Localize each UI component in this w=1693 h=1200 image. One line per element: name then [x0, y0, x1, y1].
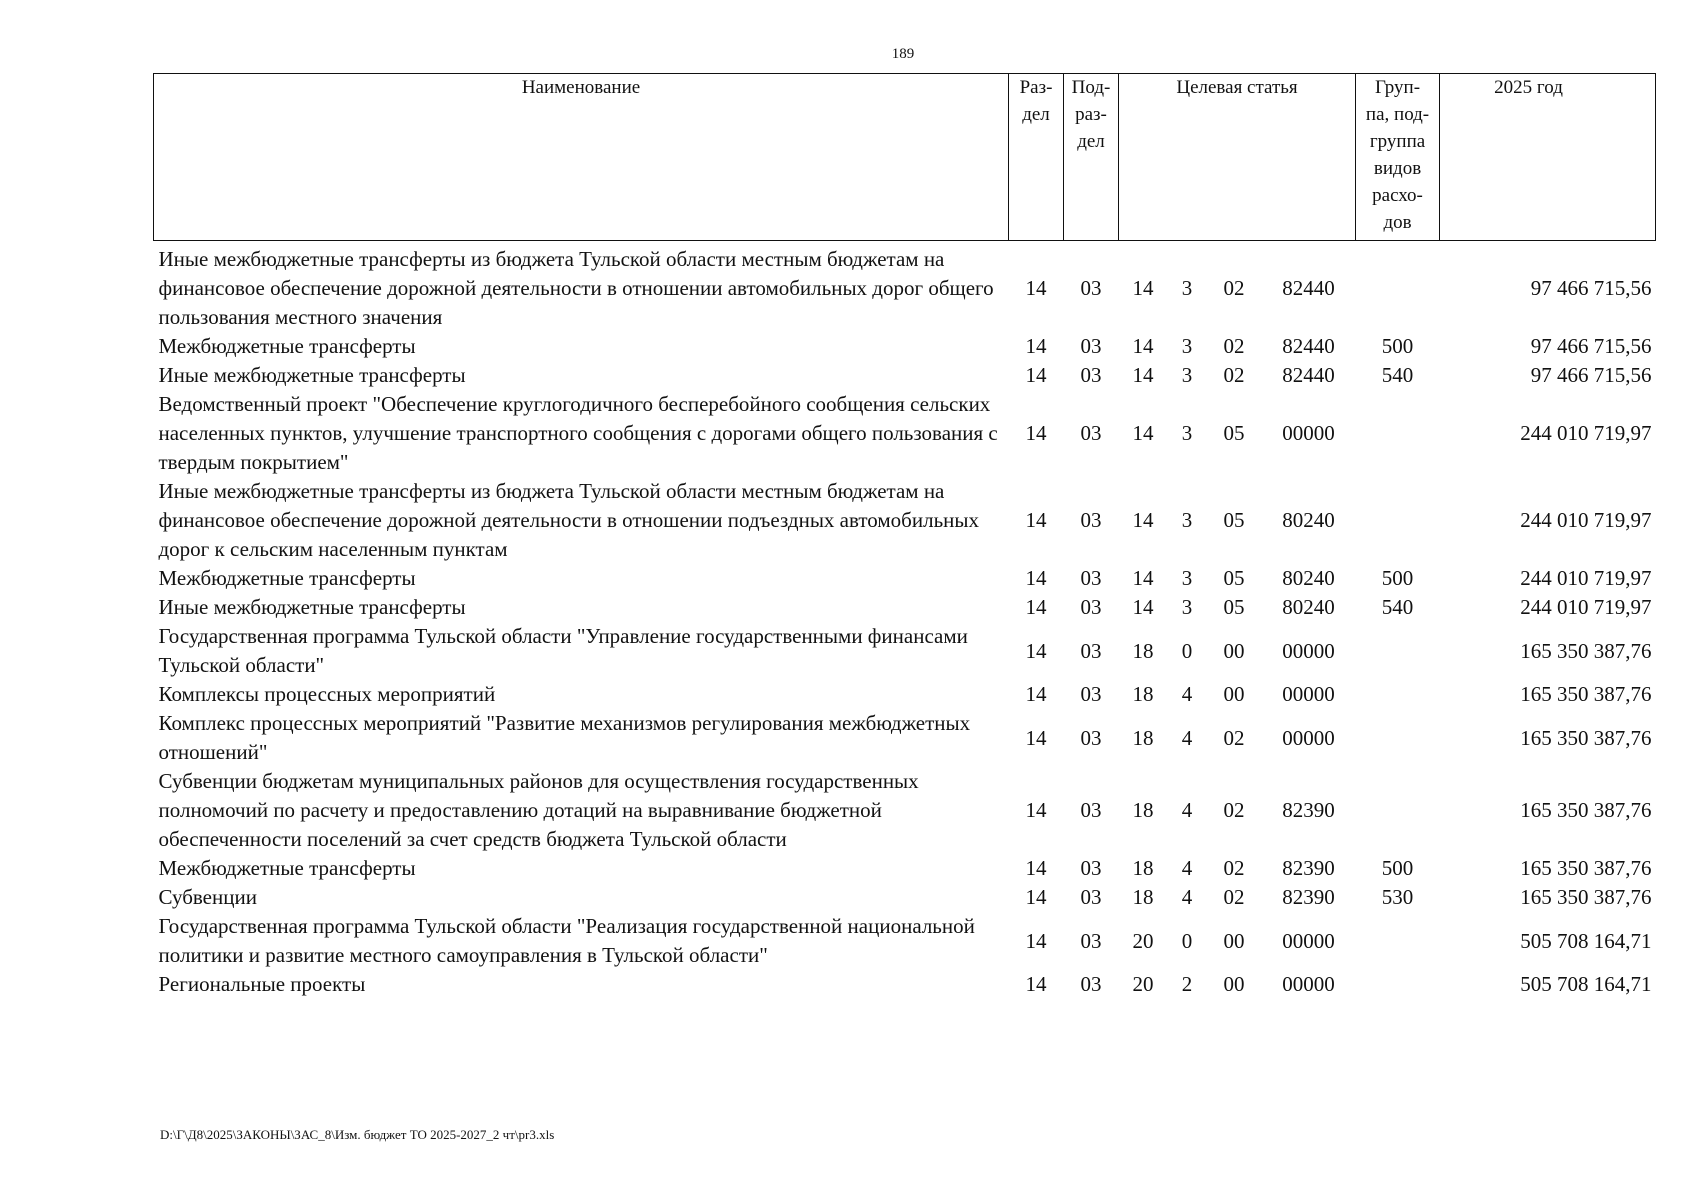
footer-file-path: D:\Г\Д8\2025\ЗАКОНЫ\ЗАС_8\Изм. бюджет ТО 2025-2027_2 чт\pr3.xls	[160, 1127, 555, 1142]
row-podrazdel: 03	[1080, 508, 1102, 532]
header-target	[1119, 74, 1356, 241]
row-target-direction: 82390	[1282, 856, 1335, 880]
row-name: Межбюджетные трансферты	[158, 566, 416, 590]
row-amount: 165 350 387,76	[1520, 798, 1652, 822]
table-header	[154, 74, 1656, 241]
row-target-structure: 00	[1223, 928, 1245, 953]
row-target-structure: 05	[1223, 421, 1245, 445]
budget-table	[153, 73, 1656, 999]
row-target-type: 3	[1181, 334, 1193, 358]
header-group-line: дов	[1383, 212, 1412, 233]
row-amount: 505 708 164,71	[1520, 972, 1652, 996]
row-expense-group	[1356, 241, 1440, 333]
row-target-direction: 82440	[1282, 276, 1335, 300]
row-podrazdel: 03	[1080, 566, 1102, 590]
row-target-type: 0	[1181, 638, 1193, 663]
row-name: Ведомственный проект "Обеспечение круглогодичного бесперебойного сообщения сельских населенных пунктов, улучшение транспортного сообщения с дорогами общего пользования с твердым покрытием"	[158, 392, 998, 474]
header-podrazdel-line: Под-	[1071, 77, 1111, 98]
header-group-line: Груп-	[1375, 77, 1421, 98]
row-target-direction: 00000	[1282, 972, 1335, 996]
row-expense-group	[1356, 622, 1440, 680]
row-razdel: 14	[1025, 595, 1047, 619]
row-razdel: 14	[1025, 972, 1047, 996]
row-expense-group: 540	[1381, 595, 1414, 619]
row-target-type: 4	[1181, 856, 1193, 880]
header-group-line: расхо-	[1372, 185, 1423, 206]
table-row	[154, 680, 1656, 709]
row-target-program: 18	[1132, 725, 1154, 750]
row-target-type: 4	[1181, 682, 1193, 706]
header-amount-label: 2025 год	[1494, 77, 1563, 98]
row-target-direction: 82440	[1282, 334, 1335, 358]
row-amount: 244 010 719,97	[1520, 595, 1652, 619]
row-podrazdel: 03	[1080, 682, 1102, 706]
row-podrazdel: 03	[1080, 972, 1102, 996]
row-target-structure: 02	[1223, 363, 1245, 387]
row-podrazdel: 03	[1080, 595, 1102, 619]
row-target-direction: 00000	[1282, 682, 1335, 706]
header-group	[1356, 74, 1440, 241]
row-name: Межбюджетные трансферты	[158, 856, 416, 880]
row-podrazdel: 03	[1080, 885, 1102, 909]
row-podrazdel: 03	[1080, 421, 1102, 445]
row-target-direction: 82390	[1282, 798, 1335, 822]
header-amount	[1440, 74, 1656, 241]
row-expense-group: 540	[1381, 363, 1414, 387]
row-target-structure: 02	[1223, 334, 1245, 358]
row-name: Иные межбюджетные трансферты из бюджета Тульской области местным бюджетам на финансовое обеспечение дорожной деятельности в отношении автомобильных дорог общего пользования местного значения	[158, 247, 994, 329]
row-amount: 165 350 387,76	[1520, 725, 1652, 750]
table-row	[154, 883, 1656, 912]
row-target-program: 14	[1132, 334, 1154, 358]
row-podrazdel: 03	[1080, 856, 1102, 880]
row-razdel: 14	[1025, 508, 1047, 532]
row-target-type: 3	[1181, 421, 1193, 445]
row-expense-group	[1356, 390, 1440, 477]
row-target-type: 3	[1181, 276, 1193, 300]
row-target-structure: 00	[1223, 638, 1245, 663]
header-target-label: Целевая статья	[1176, 77, 1298, 98]
row-target-structure: 02	[1223, 885, 1245, 909]
row-target-program: 20	[1132, 928, 1154, 953]
row-razdel: 14	[1025, 856, 1047, 880]
row-razdel: 14	[1025, 725, 1047, 750]
table-row	[154, 361, 1656, 390]
row-target-program: 18	[1132, 638, 1154, 663]
row-target-direction: 00000	[1282, 928, 1335, 953]
row-target-program: 20	[1132, 972, 1154, 996]
header-group-line: видов	[1373, 158, 1422, 179]
row-razdel: 14	[1025, 928, 1047, 953]
row-target-program: 14	[1132, 595, 1154, 619]
row-name: Комплексы процессных мероприятий	[158, 682, 496, 706]
row-razdel: 14	[1025, 363, 1047, 387]
row-amount: 244 010 719,97	[1520, 421, 1652, 445]
row-name: Иные межбюджетные трансферты	[158, 595, 466, 619]
row-razdel: 14	[1025, 566, 1047, 590]
header-razdel-line: Раз-	[1019, 77, 1053, 98]
row-target-type: 2	[1181, 972, 1193, 996]
row-amount: 165 350 387,76	[1520, 856, 1652, 880]
row-target-structure: 00	[1223, 682, 1245, 706]
row-amount: 97 466 715,56	[1530, 363, 1652, 387]
row-target-direction: 82390	[1282, 885, 1335, 909]
table-row	[154, 477, 1656, 564]
header-group-line: группа	[1369, 131, 1426, 152]
row-target-direction: 80240	[1282, 508, 1335, 532]
row-target-type: 0	[1181, 928, 1193, 953]
row-target-structure: 05	[1223, 566, 1245, 590]
row-razdel: 14	[1025, 682, 1047, 706]
header-podrazdel-line: раз-	[1075, 104, 1107, 125]
row-razdel: 14	[1025, 421, 1047, 445]
row-target-direction: 00000	[1282, 725, 1335, 750]
row-amount: 244 010 719,97	[1520, 566, 1652, 590]
row-expense-group	[1356, 709, 1440, 767]
row-razdel: 14	[1025, 638, 1047, 663]
row-name: Иные межбюджетные трансферты из бюджета Тульской области местным бюджетам на финансовое обеспечение дорожной деятельности в отношении подъездных автомобильных дорог к сельским населенным пунктам	[158, 479, 980, 561]
table-row	[154, 332, 1656, 361]
row-expense-group: 500	[1381, 566, 1414, 590]
row-expense-group	[1356, 477, 1440, 564]
row-target-structure: 05	[1223, 508, 1245, 532]
row-amount: 165 350 387,76	[1520, 682, 1652, 706]
row-podrazdel: 03	[1080, 638, 1102, 663]
row-target-program: 14	[1132, 276, 1154, 300]
row-expense-group	[1356, 970, 1440, 999]
row-name: Межбюджетные трансферты	[158, 334, 416, 358]
table-row	[154, 241, 1656, 333]
row-amount: 244 010 719,97	[1520, 508, 1652, 532]
row-target-program: 18	[1132, 682, 1154, 706]
row-target-program: 14	[1132, 566, 1154, 590]
table-row	[154, 622, 1656, 680]
row-target-program: 18	[1132, 856, 1154, 880]
row-target-structure: 00	[1223, 972, 1245, 996]
row-target-type: 3	[1181, 595, 1193, 619]
row-target-direction: 00000	[1282, 638, 1335, 663]
row-podrazdel: 03	[1080, 334, 1102, 358]
row-target-type: 3	[1181, 566, 1193, 590]
table-row	[154, 709, 1656, 767]
row-razdel: 14	[1025, 276, 1047, 300]
row-amount: 165 350 387,76	[1520, 638, 1652, 663]
row-target-structure: 02	[1223, 276, 1245, 300]
row-podrazdel: 03	[1080, 725, 1102, 750]
row-name: Комплекс процессных мероприятий "Развитие механизмов регулирования межбюджетных отношений"	[158, 711, 971, 764]
row-name: Иные межбюджетные трансферты	[158, 363, 466, 387]
row-target-type: 4	[1181, 798, 1193, 822]
header-razdel	[1009, 74, 1064, 241]
row-podrazdel: 03	[1080, 276, 1102, 300]
header-razdel-line: дел	[1022, 104, 1050, 125]
row-target-program: 14	[1132, 508, 1154, 532]
row-target-type: 3	[1181, 508, 1193, 532]
row-target-structure: 02	[1223, 725, 1245, 750]
row-expense-group: 500	[1381, 334, 1414, 358]
table-row	[154, 767, 1656, 854]
row-target-direction: 00000	[1282, 421, 1335, 445]
page-number: 189	[891, 46, 915, 62]
row-target-program: 14	[1132, 363, 1154, 387]
row-name: Субвенции	[158, 885, 257, 909]
row-target-direction: 82440	[1282, 363, 1335, 387]
row-expense-group: 500	[1381, 856, 1414, 880]
row-podrazdel: 03	[1080, 928, 1102, 953]
row-razdel: 14	[1025, 334, 1047, 358]
row-target-program: 18	[1132, 885, 1154, 909]
row-amount: 505 708 164,71	[1520, 928, 1652, 953]
row-expense-group	[1356, 912, 1440, 970]
row-amount: 165 350 387,76	[1520, 885, 1652, 909]
row-target-structure: 02	[1223, 856, 1245, 880]
table-row	[154, 970, 1656, 999]
header-group-line: па, под-	[1365, 104, 1430, 125]
row-target-program: 18	[1132, 798, 1154, 822]
table-row	[154, 854, 1656, 883]
row-amount: 97 466 715,56	[1530, 334, 1652, 358]
table-row	[154, 593, 1656, 622]
row-razdel: 14	[1025, 798, 1047, 822]
row-podrazdel: 03	[1080, 798, 1102, 822]
header-podrazdel	[1064, 74, 1119, 241]
table-row	[154, 564, 1656, 593]
header-podrazdel-line: дел	[1077, 131, 1105, 152]
table-body	[154, 241, 1656, 1000]
row-target-direction: 80240	[1282, 566, 1335, 590]
row-target-structure: 05	[1223, 595, 1245, 619]
row-razdel: 14	[1025, 885, 1047, 909]
row-name: Региональные проекты	[158, 972, 366, 996]
row-target-type: 4	[1181, 725, 1193, 750]
header-name	[154, 74, 1009, 241]
table-row	[154, 912, 1656, 970]
header-name-label: Наименование	[521, 77, 641, 98]
row-target-program: 14	[1132, 421, 1154, 445]
row-expense-group	[1356, 767, 1440, 854]
row-expense-group: 530	[1381, 885, 1414, 909]
row-target-direction: 80240	[1282, 595, 1335, 619]
row-target-type: 4	[1181, 885, 1193, 909]
row-target-type: 3	[1181, 363, 1193, 387]
row-target-structure: 02	[1223, 798, 1245, 822]
row-amount: 97 466 715,56	[1530, 276, 1652, 300]
row-name: Государственная программа Тульской области "Реализация государственной национальной политики и развитие местного самоуправления в Тульской области"	[158, 914, 975, 967]
row-name: Субвенции бюджетам муниципальных районов для осуществления государственных полномочий по расчету и предоставлению дотаций на выравнивание бюджетной обеспеченности поселений за счет средств бюджета Тульской области	[158, 769, 919, 851]
row-podrazdel: 03	[1080, 363, 1102, 387]
row-name: Государственная программа Тульской области "Управление государственными финансами Тульской области"	[158, 624, 968, 677]
row-expense-group	[1356, 680, 1440, 709]
table-row	[154, 390, 1656, 477]
